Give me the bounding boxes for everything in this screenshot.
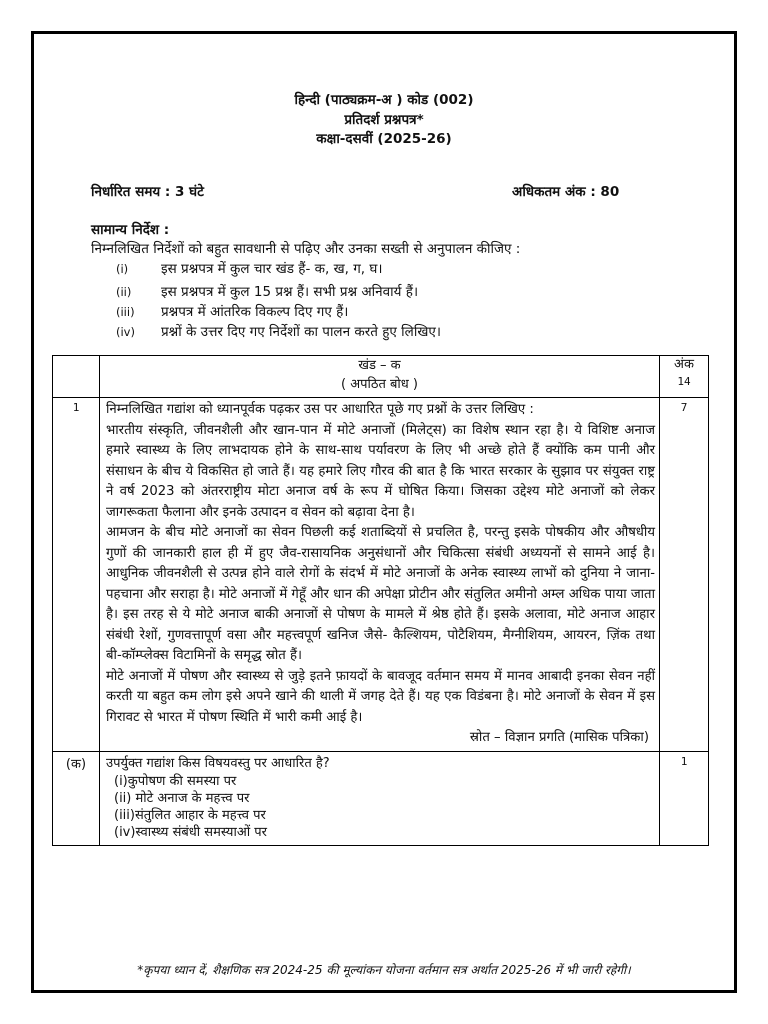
- class-year: कक्षा-दसवीं (2025-26): [316, 131, 452, 147]
- instruction-text: प्रश्नपत्र में आंतरिक विकल्प दिए गए हैं।: [161, 304, 349, 320]
- section-subtitle: ( अपठित बोध ): [341, 377, 418, 392]
- section-title-cell: [100, 356, 660, 398]
- footer-note: *कृपया ध्यान दें, शैक्षणिक सत्र 2024-25 की मूल्यांकन योजना वर्तमान सत्र अर्थात 2025-26 में भी जारी रहेगी।: [137, 963, 631, 977]
- instruction-text: इस प्रश्नपत्र में कुल चार खंड हैं- क, ख, ग, घ।: [161, 261, 383, 277]
- time-allowed: निर्धारित समय : 3 घंटे: [91, 184, 204, 200]
- subquestion-cell: [100, 751, 660, 845]
- option-item: (i)कुपोषण की समस्या पर: [114, 773, 237, 789]
- instruction-num: (i): [116, 262, 129, 276]
- passage-cell: [100, 398, 660, 752]
- instruction-num: (iv): [116, 325, 135, 339]
- subject-title: हिन्दी (पाठ्यक्रम-अ ) कोड (002): [294, 92, 474, 108]
- marks-header: अंक: [674, 357, 694, 372]
- option-item: (ii) मोटे अनाज के महत्त्व पर: [114, 790, 250, 806]
- instruction-num: (iii): [116, 305, 135, 319]
- empty-cell: [53, 356, 100, 398]
- option-item: (iv)स्वास्थ्य संबंधी समस्याओं पर: [114, 824, 267, 840]
- instruction-text: प्रश्नों के उत्तर दिए गए निर्देशों का पालन करते हुए लिखिए।: [161, 324, 441, 340]
- question-marks: 7: [660, 398, 709, 752]
- section-title: खंड – क: [358, 358, 401, 373]
- question-number: 1: [53, 398, 100, 752]
- question-row: [53, 398, 709, 752]
- instruction-text: इस प्रश्नपत्र में कुल 15 प्रश्न हैं। सभी प्रश्न अनिवार्य हैं।: [161, 284, 419, 300]
- passage-paragraph: मोटे अनाजों में पोषण और स्वास्थ्य से जुड़े इतने फ़ायदों के बावजूद वर्तमान समय में मानव आबादी इनका सेवन नहीं करती या बहुत कम लोग इसे अपने खाने की थाली में जगह देते हैं। यह एक विडंबना है। मोटे अनाजों के सेवन में इस गिरावट से भारत में पोषण स्थिति में भारी कमी आई है।: [106, 668, 655, 725]
- subquestion-prompt: उपर्युक्त गद्यांश किस विषयवस्तु पर आधारित है?: [106, 755, 330, 771]
- maximum-marks: अधिकतम अंक : 80: [512, 184, 620, 200]
- marks-header-cell: [660, 356, 709, 398]
- section-header-row: [53, 356, 709, 398]
- paper-type: प्रतिदर्श प्रश्नपत्र*: [344, 112, 424, 128]
- instructions-heading: सामान्य निर्देश :: [91, 222, 170, 238]
- subquestion-row: [53, 751, 709, 845]
- passage-paragraph: आमजन के बीच मोटे अनाजों का सेवन पिछली कई शताब्दियों से प्रचलित है, परन्तु इसके पोषकीय और औषधीय गुणों की जानकारी हाल ही में हुए जैव-रासायनिक अनुसंधानों और चिकित्सा संबंधी अध्ययनों से सामने आई है। आधुनिक जीवनशैली से उत्पन्न होने वाले रोगों के संदर्भ में मोटे अनाजों के अनेक स्वास्थ्य लाभों को दुनिया ने जाना-पहचाना और सराहा है। मोटे अनाजों में गेहूँ और धान की अपेक्षा प्रोटीन और संतुलित अमीनो अम्ल अधिक पाया जाता है। इस तरह से ये मोटे अनाज बाकी अनाजों से पोषण के मामले में श्रेष्ठ होते हैं। इसके अलावा, मोटे अनाज आहार संबंधी रेशों, गुणवत्तापूर्ण वसा और महत्त्वपूर्ण खनिज जैसे- कैल्शियम, पोटैशियम, मैग्नीशियम, आयरन, ज़िंक तथा बी-कॉम्प्लेक्स विटामिनों के समृद्ध स्रोत हैं।: [106, 525, 655, 663]
- subquestion-number: (क): [53, 751, 100, 845]
- option-item: (iii)संतुलित आहार के महत्त्व पर: [114, 807, 266, 823]
- subquestion-marks: 1: [660, 751, 709, 845]
- question-prompt: निम्नलिखित गद्यांश को ध्यानपूर्वक पढ़कर उस पर आधारित पूछे गए प्रश्नों के उत्तर लिखिए :: [106, 402, 534, 417]
- instruction-num: (ii): [116, 285, 132, 299]
- passage-source: स्रोत – विज्ञान प्रगति (मासिक पत्रिका): [469, 730, 649, 745]
- passage-paragraph: भारतीय संस्कृति, जीवनशैली और खान-पान में मोटे अनाजों (मिलेट्स) का विशेष स्थान रहा है। ये विशिष्ट अनाज हमारे स्वास्थ्य के लिए लाभदायक होने के साथ-साथ पर्यावरण के लिए भी अच्छे होते हैं क्योंकि कम पानी और संसाधन के बीच ये विकसित हो जाते हैं। यह हमारे लिए गौरव की बात है कि भारत सरकार के सुझाव पर संयुक्त राष्ट्र ने वर्ष 2023 को अंतरराष्ट्रीय मोटा अनाज वर्ष के रूप में घोषित किया। जिसका उद्देश्य मोटे अनाजों को लेकर जागरूकता फैलाना और इनके उत्पादन व सेवन को बढ़ावा देना है।: [106, 422, 655, 520]
- instructions-intro: निम्नलिखित निर्देशों को बहुत सावधानी से पढ़िए और उनका सख्ती से अनुपालन कीजिए :: [91, 241, 521, 257]
- question-table: [52, 355, 709, 846]
- section-marks: 14: [677, 375, 691, 388]
